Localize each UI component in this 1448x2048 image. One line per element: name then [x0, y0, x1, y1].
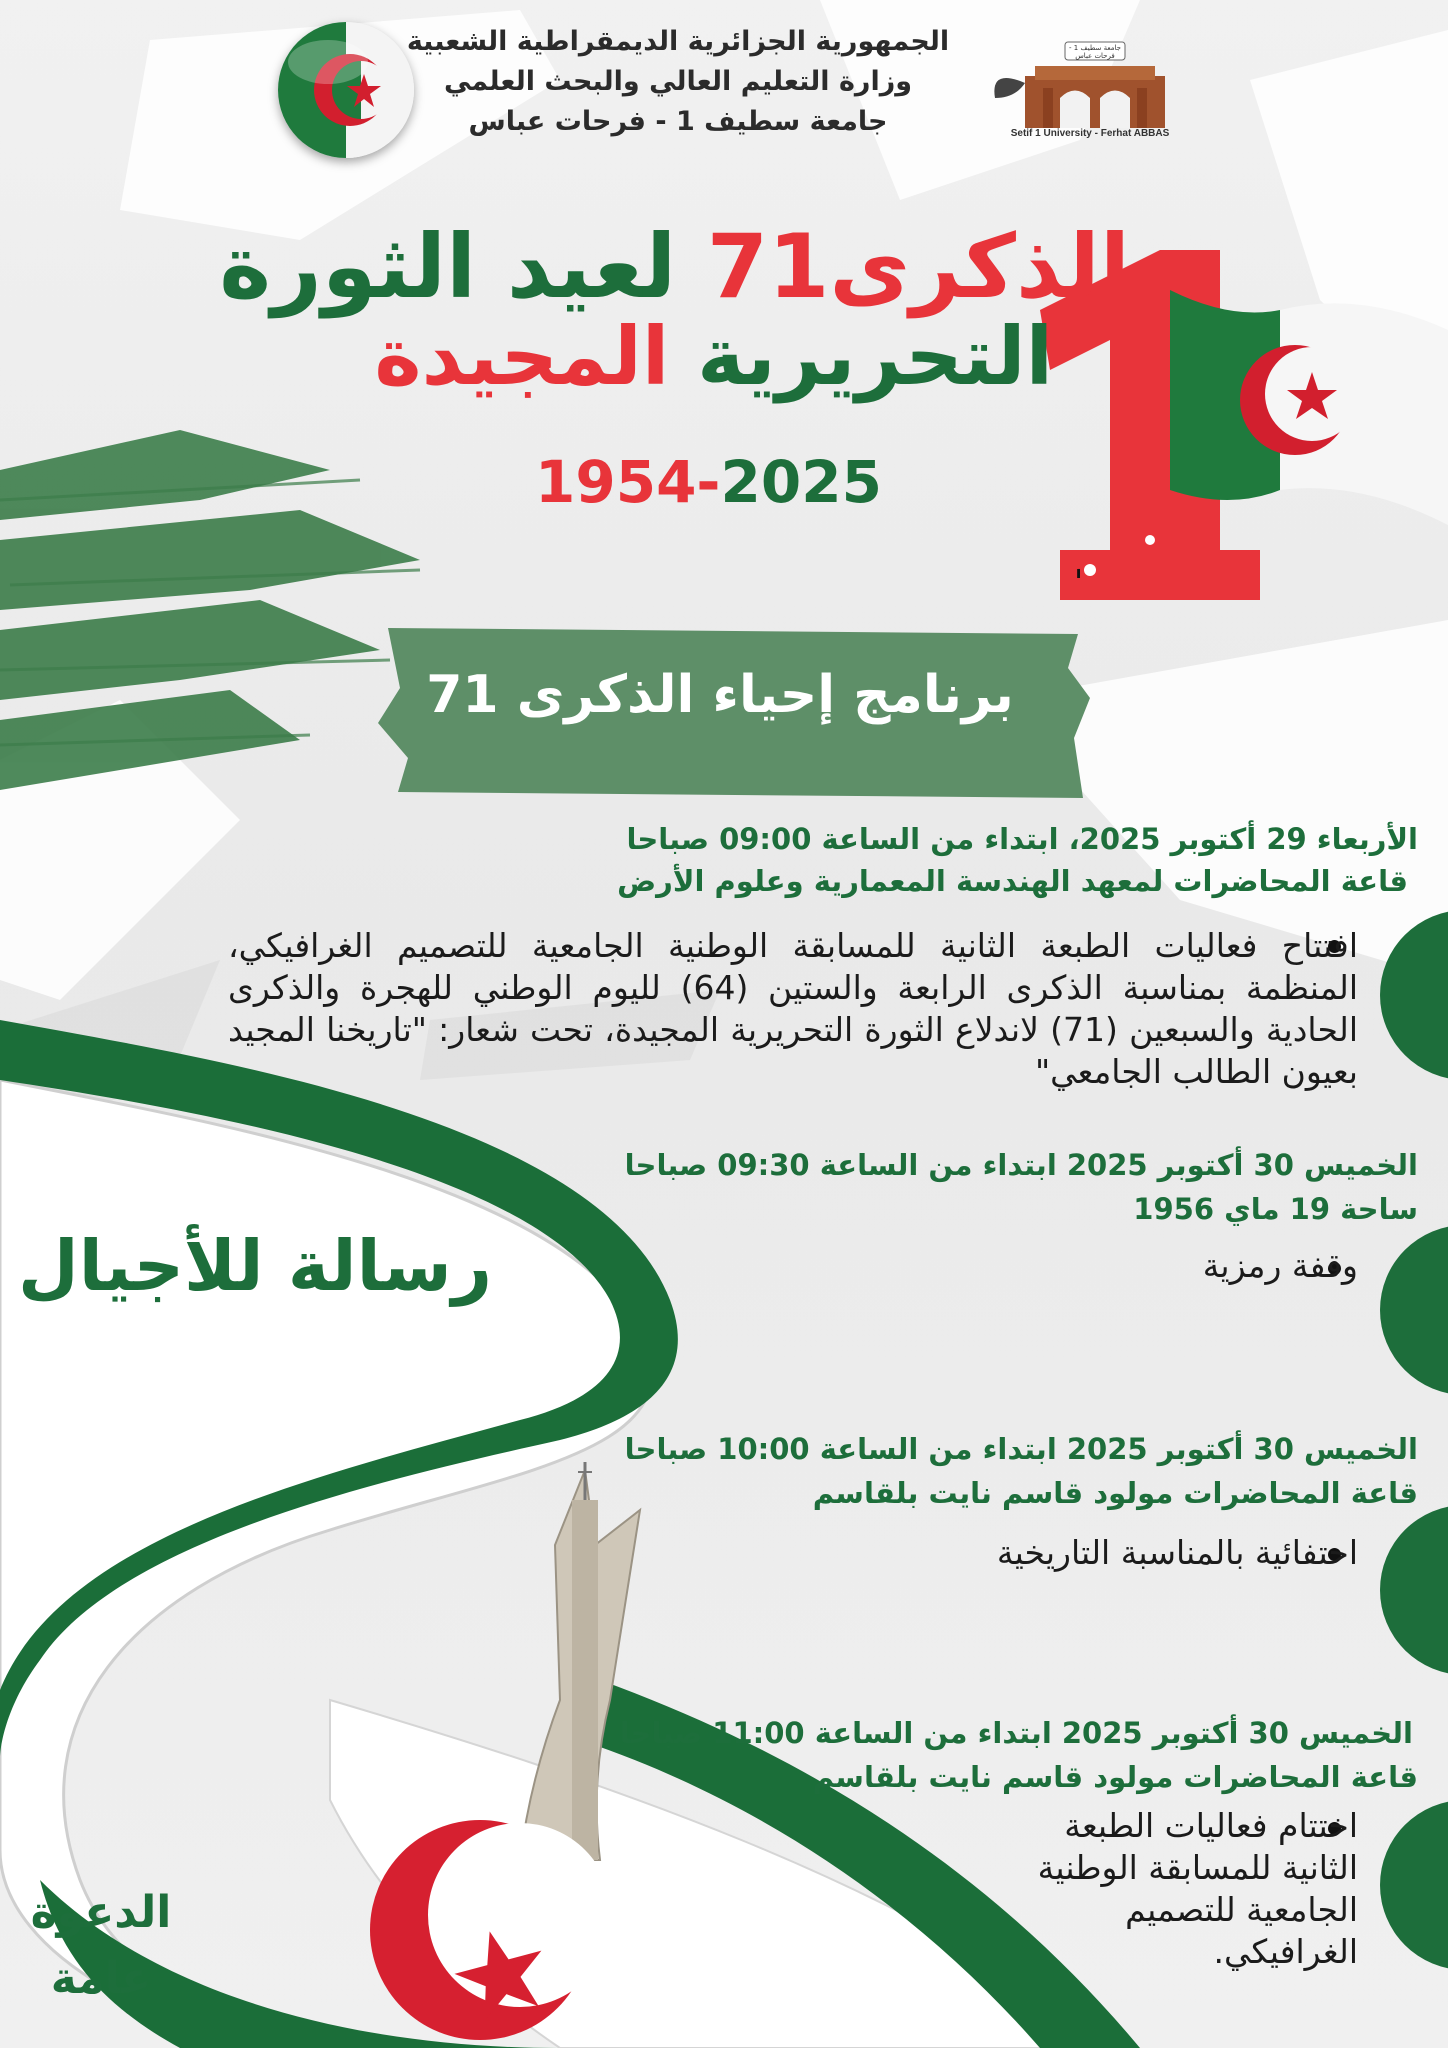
event-1-body: افتتاح فعاليات الطبعة الثانية للمسابقة الوطنية الجامعية للتصميم الغرافيكي، المنظمة بمناسبة الذكرى الرابعة والستين (64) لليوم الوطني للهجرة والذكرى الحادية والسبعين (71) لاندلاع الثورة التحريرية المجيدة، تحت شعار: "تاريخنا المجيد بعيون الطالب الجامعي": [228, 926, 1359, 1091]
message-to-generations: رسالة للأجيال: [18, 1225, 493, 1307]
event-4-body: اختتام فعاليات الطبعة الثانية للمسابقة الوطنية الجامعية للتصميم الغرافيكي.: [1037, 1806, 1358, 1971]
title-line-1: [219, 215, 1130, 318]
invite-line-2: عامة: [50, 1953, 152, 2004]
algeria-flag-badge: [278, 22, 414, 158]
program-banner-label: برنامج إحياء الذكرى 71: [426, 665, 1014, 725]
event-2-place: ساحة 19 ماي 1956: [1133, 1192, 1418, 1226]
event-1-date: الأربعاء 29 أكتوبر 2025، ابتداء من الساعة 09:00 صباحا: [626, 822, 1418, 856]
university-logo-caption: Setif 1 University - Ferhat ABBAS: [1010, 128, 1170, 139]
title-month: [355, 468, 1080, 578]
header-university: جامعة سطيف 1 - فرحات عباس: [468, 106, 888, 137]
event-4-date: الخميس 30 أكتوبر 2025 ابتداء من الساعة 11:00 صباحا: [619, 1716, 1413, 1750]
title-year-start: 1954-: [535, 448, 721, 516]
header-ministry: وزارة التعليم العالي والبحث العلمي: [443, 66, 913, 97]
event-2-date: الخميس 30 أكتوبر 2025 ابتداء من الساعة 09:30 صباحا: [624, 1148, 1418, 1182]
header-institution-block: [398, 22, 958, 142]
invite-line-1: الدعوة: [30, 1887, 172, 1938]
university-logo: [985, 28, 1195, 136]
header-republic: الجمهورية الجزائرية الديمقراطية الشعبية: [406, 26, 950, 57]
algeria-flag-waving: [1170, 290, 1448, 525]
event-4-place: قاعة المحاضرات مولود قاسم نايت بلقاسم: [812, 1760, 1418, 1794]
title-year-end: 2025: [720, 448, 882, 516]
public-invitation: [26, 1880, 176, 2012]
event-1-place: قاعة المحاضرات لمعهد الهندسة المعمارية وعلوم الأرض: [617, 864, 1408, 898]
title-revolution-words: لعيد الثورة: [219, 215, 707, 318]
event-2-body: وقفة رمزية: [1202, 1246, 1358, 1285]
title-month-text: [1077, 473, 1080, 578]
event-3-place: قاعة المحاضرات مولود قاسم نايت بلقاسم: [812, 1476, 1418, 1510]
title-anniversary-number: 71: [706, 215, 830, 318]
event-3-date: الخميس 30 أكتوبر 2025 ابتداء من الساعة 10:00 صباحا: [624, 1432, 1418, 1466]
title-liberation-word: التحريرية: [669, 310, 1053, 403]
logo-arabic-caption: جامعة سطيف 1 - فرحات عباس: [1069, 44, 1121, 60]
title-glorious-word: المجيدة: [374, 310, 670, 403]
title-line-2: [374, 310, 1053, 403]
event-3-body: احتفائية بالمناسبة التاريخية: [996, 1533, 1358, 1572]
title-anniversary-word: الذكرى: [829, 215, 1130, 318]
